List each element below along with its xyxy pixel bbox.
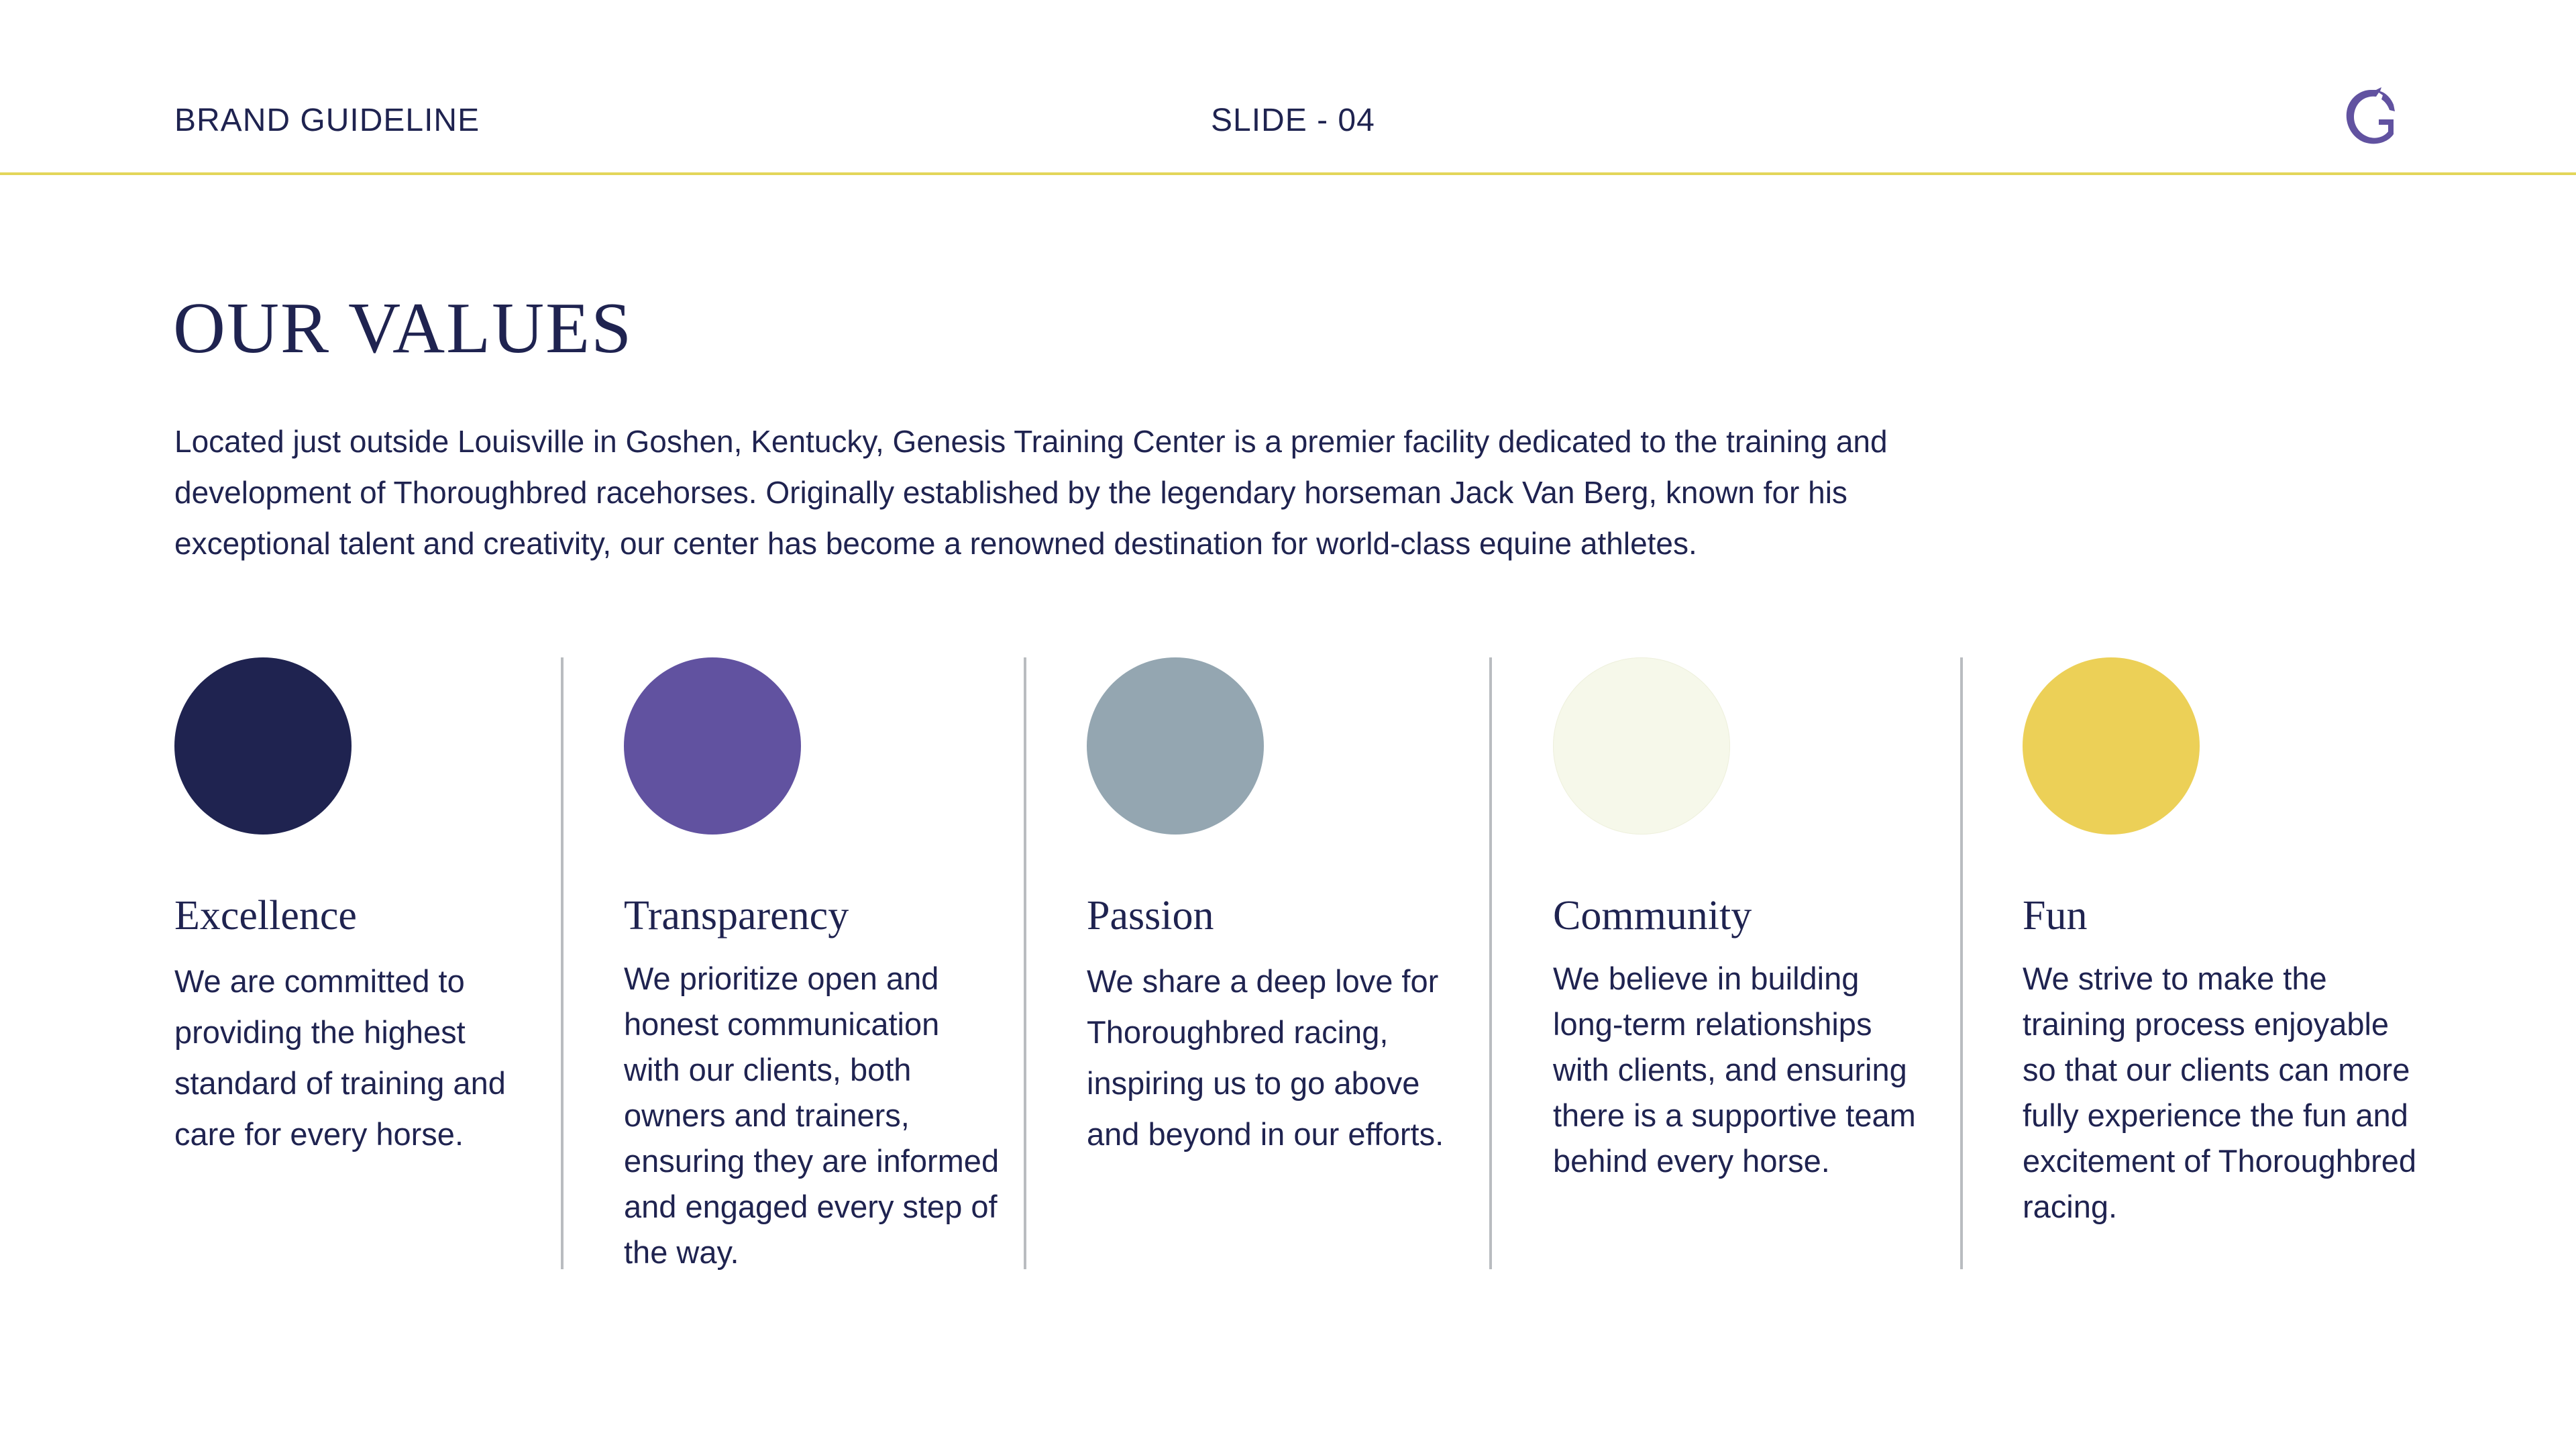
value-card-passion — [1087, 657, 1444, 1152]
value-description: We prioritize open and honest communication with our clients, both owners and trainers, ensuring they are informed and engaged every step of the way. — [624, 961, 1000, 1270]
value-name: Fun — [2023, 893, 2088, 938]
color-swatch — [624, 657, 801, 835]
horse-logo-graphic — [2341, 86, 2398, 146]
header-divider-rule — [0, 172, 2576, 175]
brand-guideline-label: BRAND GUIDELINE — [174, 103, 480, 138]
value-card-fun — [2023, 657, 2416, 1224]
column-divider — [561, 657, 564, 1269]
value-name: Community — [1553, 893, 1752, 938]
value-description: We share a deep love for Thoroughbred racing, inspiring us to go above and beyond in our efforts. — [1087, 963, 1444, 1152]
color-swatch — [2023, 657, 2200, 835]
value-card-community — [1553, 657, 1916, 1179]
page-title: OUR VALUES — [173, 288, 633, 368]
value-card-transparency — [624, 657, 1000, 1270]
value-description: We strive to make the training process enjoyable so that our clients can more fully experience the fun and excitement of Thoroughbred racing. — [2023, 961, 2416, 1224]
color-swatch — [174, 657, 352, 835]
column-divider — [1024, 657, 1026, 1269]
horse-logo-shape — [2347, 87, 2395, 144]
value-name: Passion — [1087, 893, 1214, 938]
value-card-excellence — [174, 657, 506, 1152]
slide-number-label: SLIDE - 04 — [1211, 103, 1375, 138]
column-divider — [1489, 657, 1492, 1269]
horse-logo-icon — [2341, 86, 2398, 146]
intro-paragraph: Located just outside Louisville in Goshen, Kentucky, Genesis Training Center is a premier facility dedicated to the training and development of Thoroughbred racehorses. Originally established by the legendary horseman Jack Van Berg, known for his exceptional talent and creativity, our center has become a renowned destination for world-class equine athletes. — [174, 424, 1888, 561]
value-description: We believe in building long-term relationships with clients, and ensuring there is a supportive team behind every horse. — [1553, 961, 1916, 1179]
color-swatch — [1087, 657, 1264, 835]
value-description: We are committed to providing the highest standard of training and care for every horse. — [174, 963, 506, 1152]
horse-logo-eye — [2375, 103, 2380, 107]
column-divider — [1960, 657, 1963, 1269]
value-name: Transparency — [624, 893, 849, 938]
horse-logo-mane — [2360, 101, 2373, 114]
value-name: Excellence — [174, 893, 357, 938]
color-swatch — [1553, 657, 1730, 835]
